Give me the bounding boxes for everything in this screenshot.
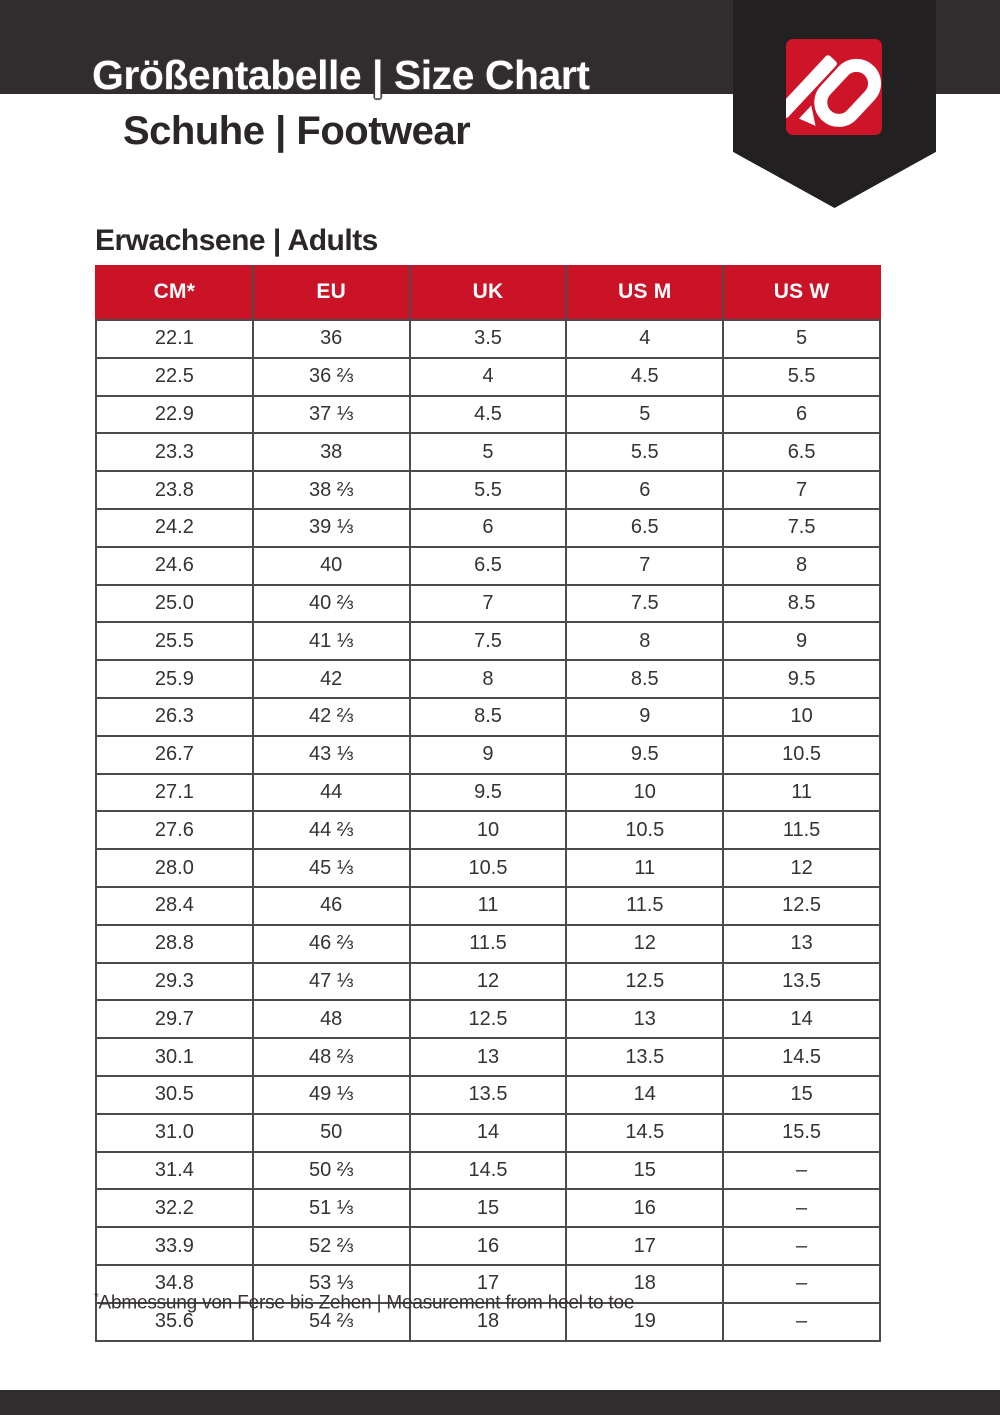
size-cell: 52 ⅔	[253, 1227, 410, 1265]
size-cell: 13.5	[723, 963, 880, 1001]
size-cell: 22.1	[96, 320, 253, 358]
size-cell: 16	[410, 1227, 567, 1265]
size-cell: 26.7	[96, 736, 253, 774]
size-cell: –	[723, 1303, 880, 1341]
size-cell: 11	[410, 887, 567, 925]
size-cell: 32.2	[96, 1189, 253, 1227]
size-cell: 17	[566, 1227, 723, 1265]
size-cell: 15	[410, 1189, 567, 1227]
size-cell: 47 ⅓	[253, 963, 410, 1001]
table-row	[96, 1000, 880, 1038]
size-cell: 13	[410, 1038, 567, 1076]
size-cell: 29.3	[96, 963, 253, 1001]
size-cell: 27.6	[96, 811, 253, 849]
size-cell: 11.5	[566, 887, 723, 925]
size-cell: 5.5	[410, 471, 567, 509]
size-cell: 25.5	[96, 622, 253, 660]
size-cell: 14	[723, 1000, 880, 1038]
size-cell: 48	[253, 1000, 410, 1038]
size-cell: 6	[566, 471, 723, 509]
size-cell: 15.5	[723, 1114, 880, 1152]
size-cell: 11	[723, 774, 880, 812]
size-cell: 6	[723, 396, 880, 434]
size-cell: –	[723, 1227, 880, 1265]
table-row	[96, 622, 880, 660]
size-cell: 9.5	[566, 736, 723, 774]
size-cell: 46	[253, 887, 410, 925]
size-cell: 12	[723, 849, 880, 887]
size-cell: 9.5	[723, 660, 880, 698]
size-cell: 50	[253, 1114, 410, 1152]
page-subtitle: Schuhe | Footwear	[123, 109, 471, 153]
size-cell: 10	[410, 811, 567, 849]
size-cell: 8	[410, 660, 567, 698]
column-header-usw: US W	[723, 265, 880, 320]
table-row	[96, 509, 880, 547]
table-row	[96, 1189, 880, 1227]
size-cell: 14.5	[723, 1038, 880, 1076]
size-cell: 14.5	[566, 1114, 723, 1152]
column-header-uk: UK	[410, 265, 567, 320]
size-cell: 25.9	[96, 660, 253, 698]
column-header-eu: EU	[253, 265, 410, 320]
size-cell: 10	[566, 774, 723, 812]
table-row	[96, 471, 880, 509]
size-cell: 17	[410, 1265, 567, 1303]
size-cell: 7.5	[566, 585, 723, 623]
table-row	[96, 320, 880, 358]
size-cell: 4.5	[566, 358, 723, 396]
size-cell: 28.4	[96, 887, 253, 925]
size-cell: 41 ⅓	[253, 622, 410, 660]
size-cell: 28.8	[96, 925, 253, 963]
size-cell: –	[723, 1152, 880, 1190]
size-cell: 14	[566, 1076, 723, 1114]
size-cell: 14	[410, 1114, 567, 1152]
size-cell: 9	[566, 698, 723, 736]
size-cell: 5	[723, 320, 880, 358]
size-cell: 10.5	[410, 849, 567, 887]
size-cell: 7	[410, 585, 567, 623]
size-cell: 45 ⅓	[253, 849, 410, 887]
table-row	[96, 547, 880, 585]
size-cell: 9	[723, 622, 880, 660]
size-cell: 8.5	[410, 698, 567, 736]
table-row	[96, 849, 880, 887]
table-row	[96, 963, 880, 1001]
size-cell: 36 ⅔	[253, 358, 410, 396]
table-row	[96, 358, 880, 396]
size-cell: 31.4	[96, 1152, 253, 1190]
size-cell: 5.5	[566, 433, 723, 471]
table-row	[96, 396, 880, 434]
size-cell: 38 ⅔	[253, 471, 410, 509]
size-cell: 8	[723, 547, 880, 585]
size-cell: 31.0	[96, 1114, 253, 1152]
table-header-row	[96, 265, 880, 320]
size-cell: 22.5	[96, 358, 253, 396]
table-row	[96, 433, 880, 471]
size-cell: 43 ⅓	[253, 736, 410, 774]
table-row	[96, 1227, 880, 1265]
section-heading: Erwachsene | Adults	[95, 224, 378, 257]
size-cell: 7	[723, 471, 880, 509]
size-cell: 10	[723, 698, 880, 736]
size-cell: 6	[410, 509, 567, 547]
size-cell: 18	[566, 1265, 723, 1303]
size-cell: 11	[566, 849, 723, 887]
table-row	[96, 774, 880, 812]
size-cell: 14.5	[410, 1152, 567, 1190]
table-row	[96, 660, 880, 698]
size-cell: 4.5	[410, 396, 567, 434]
size-cell: 9.5	[410, 774, 567, 812]
size-cell: 19	[566, 1303, 723, 1341]
size-cell: 33.9	[96, 1227, 253, 1265]
size-cell: 24.2	[96, 509, 253, 547]
size-table	[95, 265, 881, 1342]
size-cell: 53 ⅓	[253, 1265, 410, 1303]
size-cell: 7.5	[410, 622, 567, 660]
table-row	[96, 698, 880, 736]
footnote	[94, 1290, 634, 1314]
brand-banner	[733, 0, 936, 208]
size-cell: 42	[253, 660, 410, 698]
size-cell: 36	[253, 320, 410, 358]
size-cell: 5	[566, 396, 723, 434]
size-cell: 10.5	[566, 811, 723, 849]
size-cell: 8.5	[723, 585, 880, 623]
size-cell: 6.5	[566, 509, 723, 547]
five-ten-logo-icon	[786, 39, 882, 135]
size-cell: 54 ⅔	[253, 1303, 410, 1341]
size-cell: 23.8	[96, 471, 253, 509]
footnote-marker: *	[94, 1290, 99, 1304]
size-cell: 28.0	[96, 849, 253, 887]
size-cell: 13.5	[410, 1076, 567, 1114]
table-row	[96, 925, 880, 963]
size-cell: 12	[566, 925, 723, 963]
size-cell: 4	[566, 320, 723, 358]
column-header-usm: US M	[566, 265, 723, 320]
size-cell: 6.5	[410, 547, 567, 585]
table-row	[96, 811, 880, 849]
size-cell: –	[723, 1189, 880, 1227]
size-cell: 40	[253, 547, 410, 585]
size-cell: 10.5	[723, 736, 880, 774]
size-cell: 9	[410, 736, 567, 774]
page-title: Größentabelle | Size Chart	[92, 52, 590, 98]
size-cell: 12.5	[723, 887, 880, 925]
size-cell: 25.0	[96, 585, 253, 623]
size-cell: 11.5	[723, 811, 880, 849]
size-cell: 50 ⅔	[253, 1152, 410, 1190]
size-cell: 15	[566, 1152, 723, 1190]
size-cell: 29.7	[96, 1000, 253, 1038]
size-cell: 42 ⅔	[253, 698, 410, 736]
size-cell: 30.5	[96, 1076, 253, 1114]
size-cell: 46 ⅔	[253, 925, 410, 963]
size-cell: 18	[410, 1303, 567, 1341]
size-cell: –	[723, 1265, 880, 1303]
size-cell: 27.1	[96, 774, 253, 812]
footnote-text: Abmessung von Ferse bis Zehen | Measurement from heel to toe	[98, 1292, 635, 1314]
size-cell: 7	[566, 547, 723, 585]
size-cell: 6.5	[723, 433, 880, 471]
size-cell: 49 ⅓	[253, 1076, 410, 1114]
size-cell: 5.5	[723, 358, 880, 396]
size-cell: 12.5	[566, 963, 723, 1001]
size-cell: 23.3	[96, 433, 253, 471]
table-row	[96, 1114, 880, 1152]
size-cell: 40 ⅔	[253, 585, 410, 623]
size-cell: 26.3	[96, 698, 253, 736]
table-row	[96, 585, 880, 623]
size-cell: 13	[566, 1000, 723, 1038]
size-cell: 22.9	[96, 396, 253, 434]
table-row	[96, 1038, 880, 1076]
size-cell: 37 ⅓	[253, 396, 410, 434]
size-cell: 3.5	[410, 320, 567, 358]
size-cell: 34.8	[96, 1265, 253, 1303]
size-cell: 13.5	[566, 1038, 723, 1076]
table-row	[96, 887, 880, 925]
size-cell: 15	[723, 1076, 880, 1114]
size-cell: 11.5	[410, 925, 567, 963]
size-cell: 38	[253, 433, 410, 471]
size-cell: 12.5	[410, 1000, 567, 1038]
size-cell: 7.5	[723, 509, 880, 547]
size-cell: 4	[410, 358, 567, 396]
size-cell: 39 ⅓	[253, 509, 410, 547]
footer-band	[0, 1390, 1000, 1415]
size-cell: 8	[566, 622, 723, 660]
size-cell: 51 ⅓	[253, 1189, 410, 1227]
size-cell: 16	[566, 1189, 723, 1227]
size-cell: 44	[253, 774, 410, 812]
size-cell: 24.6	[96, 547, 253, 585]
table-row	[96, 1076, 880, 1114]
size-cell: 8.5	[566, 660, 723, 698]
table-row	[96, 736, 880, 774]
size-cell: 5	[410, 433, 567, 471]
size-cell: 44 ⅔	[253, 811, 410, 849]
size-cell: 48 ⅔	[253, 1038, 410, 1076]
column-header-cm: CM*	[96, 265, 253, 320]
size-cell: 13	[723, 925, 880, 963]
size-cell: 35.6	[96, 1303, 253, 1341]
size-cell: 30.1	[96, 1038, 253, 1076]
table-row	[96, 1152, 880, 1190]
size-cell: 12	[410, 963, 567, 1001]
